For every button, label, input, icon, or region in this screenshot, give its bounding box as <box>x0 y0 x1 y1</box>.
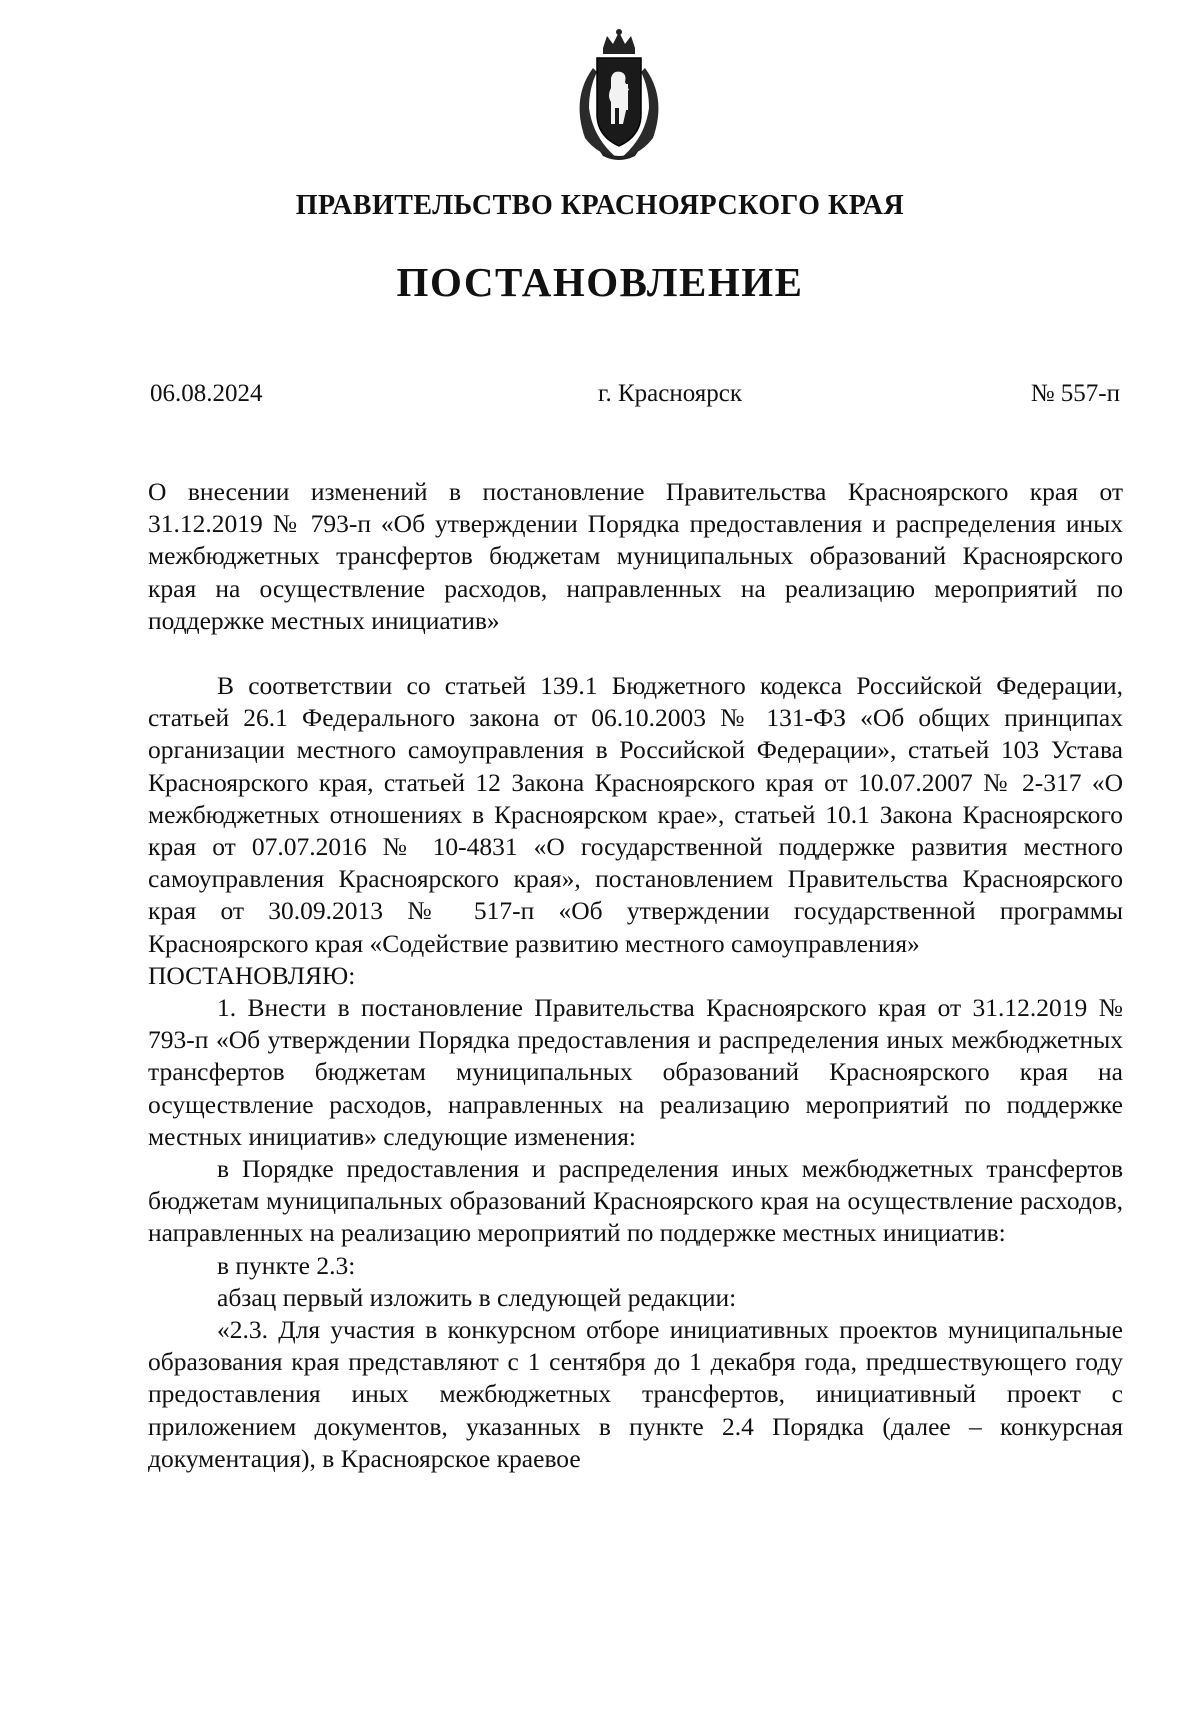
body-item-1-d: «2.3. Для участия в конкурсном отборе инициативных проектов муниципальные образования края представляют с 1 сентября до 1 декабря года, предшествующего году предоставления иных межбюджетных трансфертов, инициативный проект с приложением документов, указанных в пункте 2.4 Порядка (далее – конкурсная документация), в Красноярское краевое <box>148 1315 1123 1473</box>
body-item-1-a: в Порядке предоставления и распределения иных межбюджетных трансфертов бюджетам муниципальных образований Красноярского края на осуществление расходов, направленных на реализацию мероприятий по поддержке местных инициатив: <box>148 1154 1123 1248</box>
document-meta-row <box>150 380 1120 416</box>
document-date: 06.08.2024 <box>150 380 263 407</box>
coat-of-arms-icon <box>563 28 675 162</box>
body-resolve: ПОСТАНОВЛЯЮ: <box>148 960 356 990</box>
body-item-1: 1. Внести в постановление Правительства Красноярского края от 31.12.2019 № 793-п «Об утверждении Порядка предоставления и распределения иных межбюджетных трансфертов бюджетам муниципальных образований Красноярского края на осуществление расходов, направленных на реализацию мероприятий по поддержке местных инициатив» следующие изменения: <box>148 993 1123 1151</box>
organization-title: ПРАВИТЕЛЬСТВО КРАСНОЯРСКОГО КРАЯ <box>295 190 905 221</box>
document-body <box>148 670 1123 1475</box>
document-number: № 557-п <box>1030 380 1120 407</box>
document-type-title: ПОСТАНОВЛЕНИЕ <box>396 259 804 305</box>
body-item-1-c: абзац первый изложить в следующей редакции: <box>217 1282 737 1312</box>
document-subject: О внесении изменений в постановление Правительства Красноярского края от 31.12.2019 № 793-п «Об утверждении Порядка предоставления и распределения иных межбюджетных трансфертов бюджетам муниципальных образований Красноярского края на осуществление расходов, направленных на реализацию мероприятий по поддержке местных инициатив» <box>148 477 1123 635</box>
body-item-1-b: в пункте 2.3: <box>217 1250 356 1280</box>
body-preamble: В соответствии со статьей 139.1 Бюджетного кодекса Российской Федерации, статьей 26.1 Федерального закона от 06.10.2003 № 131-ФЗ «Об общих принципах организации местного самоуправления в Российской Федерации», статьей 103 Устава Красноярского края, статьей 12 Закона Красноярского края от 10.07.2007 № 2-317 «О межбюджетных отношениях в Красноярском крае», статьей 10.1 Закона Красноярского края от 07.07.2016 № 10-4831 «О государственной поддержке развития местного самоуправления Красноярского края», постановлением Правительства Красноярского края от 30.09.2013 № 517-п «Об утверждении государственной программы Красноярского края «Содействие развитию местного самоуправления» <box>148 671 1123 958</box>
document-city: г. Красноярск <box>598 380 742 407</box>
